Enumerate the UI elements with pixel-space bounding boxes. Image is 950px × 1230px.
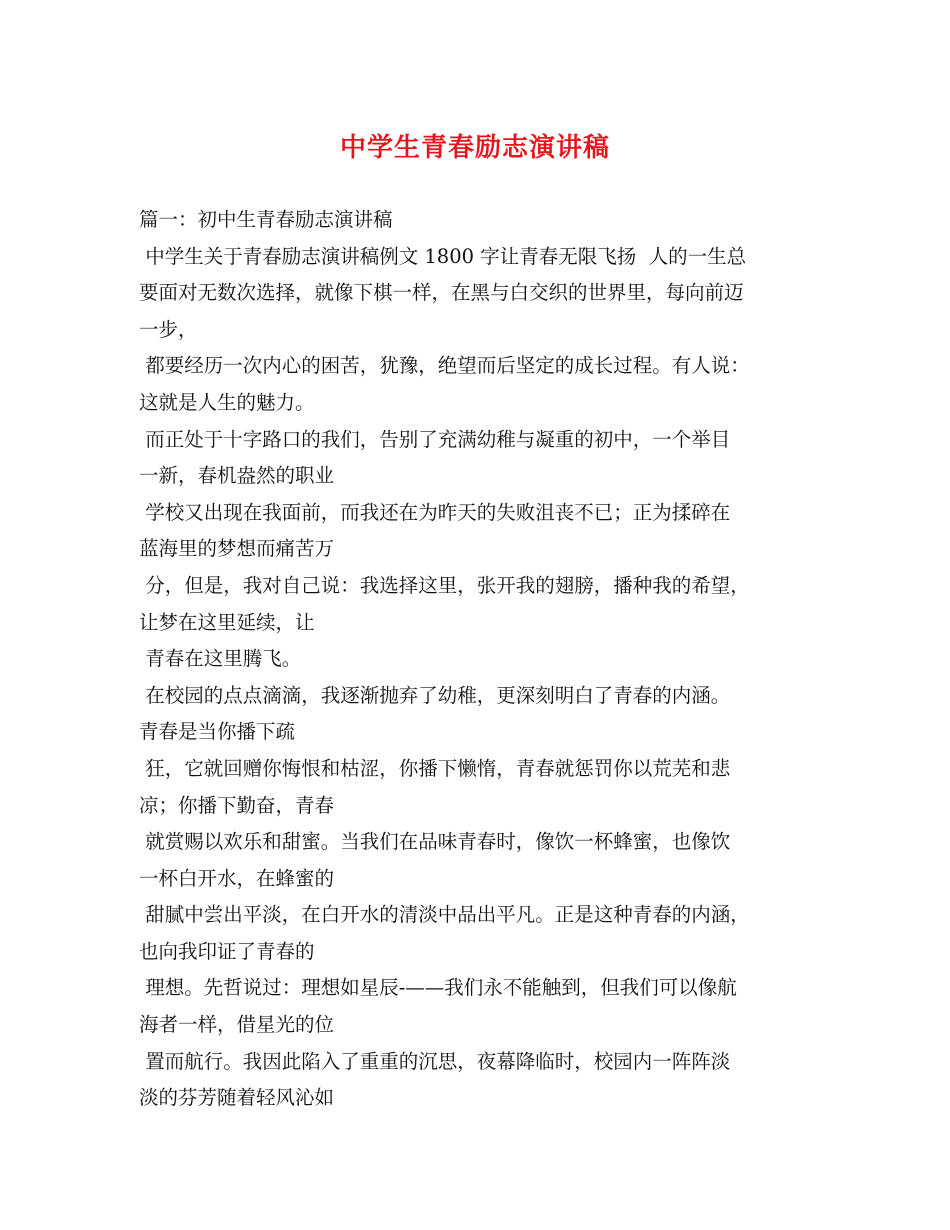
body-text-line: 而正处于十字路口的我们，告别了充满幼稚与凝重的初中，一个举目: [139, 427, 731, 451]
body-text-line: 篇一：初中生青春励志演讲稿: [139, 208, 393, 231]
body-text-line: 狂，它就回赠你悔恨和枯涩，你播下懒惰，青春就惩罚你以荒芜和悲: [139, 756, 731, 780]
body-text-line: 一新，春机盎然的职业: [139, 464, 335, 488]
body-text-line: 这就是人生的魅力。: [139, 390, 315, 414]
body-text-line: 一杯白开水，在蜂蜜的: [139, 866, 335, 890]
body-text-line: 海者一样，借星光的位: [139, 1013, 335, 1037]
body-text-line: 青春是当你播下疏: [139, 720, 296, 744]
body-text-line: 就赏赐以欢乐和甜蜜。当我们在品味青春时，像饮一杯蜂蜜，也像饮: [139, 830, 731, 854]
body-text-line: 都要经历一次内心的困苦，犹豫，绝望而后坚定的成长过程。有人说：: [139, 354, 750, 378]
body-text-line: 分，但是，我对自己说：我选择这里，张开我的翅膀，播种我的希望，: [139, 573, 750, 597]
body-text-line: 凉；你播下勤奋，青春: [139, 793, 335, 817]
body-text-line: 也向我印证了青春的: [139, 939, 315, 963]
body-text-line: 置而航行。我因此陷入了重重的沉思，夜幕降临时，校园内一阵阵淡: [139, 1049, 731, 1073]
body-text-line: 甜腻中尝出平淡，在白开水的清淡中品出平凡。正是这种青春的内涵，: [139, 903, 750, 927]
body-text-line: 在校园的点点滴滴，我逐渐抛弃了幼稚，更深刻明白了青春的内涵。: [139, 683, 731, 707]
body-text-line: 中学生关于青春励志演讲稿例文 1800 字让青春无限飞扬 人的一生总: [139, 244, 747, 268]
body-text-line: 一步，: [139, 317, 198, 341]
body-text-line: 要面对无数次选择，就像下棋一样，在黑与白交织的世界里，每向前迈: [139, 281, 744, 305]
document-title: 中学生青春励志演讲稿: [339, 133, 610, 163]
body-text-line: 让梦在这里延续，让: [139, 610, 315, 634]
body-text-line: 蓝海里的梦想而痛苦万: [139, 537, 335, 561]
body-text-line: 学校又出现在我面前，而我还在为昨天的失败沮丧不已；正为揉碎在: [139, 500, 731, 524]
body-text-line: 淡的芬芳随着轻风沁如: [139, 1086, 335, 1110]
body-text-line: 理想。先哲说过：理想如星辰-——我们永不能触到，但我们可以像航: [139, 976, 737, 1000]
body-text-line: 青春在这里腾飞。: [139, 647, 302, 671]
document-body: [139, 202, 829, 1117]
